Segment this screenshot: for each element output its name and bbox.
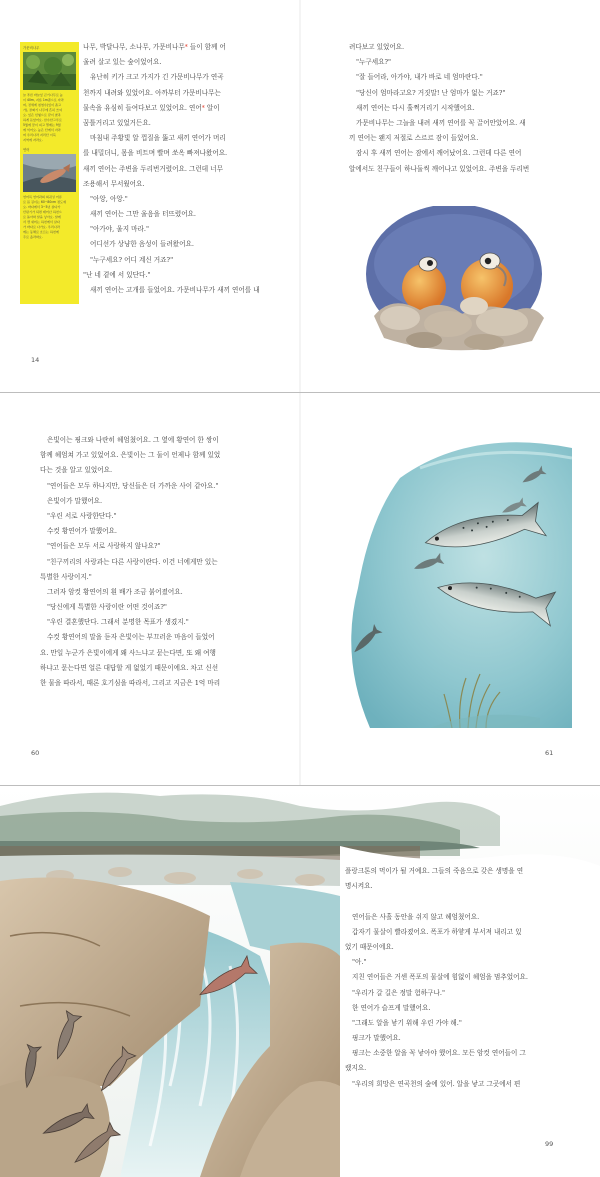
text-line xyxy=(83,70,260,85)
text-line xyxy=(345,970,528,985)
sidebar-text-line: 산란기가 되면 태어난 하천으 xyxy=(23,210,62,214)
spread-pages-60-61 xyxy=(0,393,600,785)
text-line xyxy=(345,1046,528,1061)
line-text: 지친 연어들은 거센 폭포의 물살에 힘없이 헤엄을 멈추었어요. xyxy=(352,973,529,982)
line-text: "당신에게 특별한 사랑이란 어떤 것이죠?" xyxy=(47,603,167,612)
line-text: "우리의 희망은 연곡천의 숲에 있어. 알을 낳고 그곳에서 편 xyxy=(352,1079,521,1088)
line-text: 나무, 박달나무, 소나무, 가문비나무 xyxy=(83,43,185,51)
text-line xyxy=(345,910,528,925)
text-line xyxy=(83,86,260,101)
text-line xyxy=(40,433,220,448)
text-line xyxy=(349,146,529,161)
text-line xyxy=(40,615,220,630)
line-text-continued: 알이 xyxy=(204,103,220,112)
line-text: 를 내밀더니, 몸을 비트며 빨며 쏘옥 빠져나왔어요. xyxy=(83,149,228,158)
spread-pages-98-99 xyxy=(0,786,600,1177)
page-15-body-text xyxy=(349,40,529,177)
text-line xyxy=(345,1001,528,1016)
line-text: "연어들은 모두 하나지만, 당신들은 더 가까운 사이 같아요." xyxy=(47,481,219,490)
salmon-photo xyxy=(23,154,76,192)
line-text: 플랑크톤의 먹이가 될 거예요. 그들의 죽음으로 갖은 생명을 연 xyxy=(345,867,524,875)
text-line xyxy=(345,864,528,879)
text-line xyxy=(83,253,260,268)
line-text: "연어들은 모두 서로 사랑하지 않나요?" xyxy=(47,542,161,551)
text-line xyxy=(40,479,220,494)
text-line xyxy=(345,894,528,909)
line-text: 수컷 황연어의 말을 듣자 은빛이는 부끄러운 마음이 들었어 xyxy=(47,633,215,642)
text-line xyxy=(40,646,220,661)
spruce-photo xyxy=(23,52,76,90)
sidebar-text-line: 요. 바다에서 3~5년 살다가 xyxy=(23,205,61,209)
sidebar-plant-text xyxy=(23,93,76,143)
text-line xyxy=(83,162,260,177)
sidebar-text-line: 로 돌아와 알을 낳아요. 알에 xyxy=(23,215,61,219)
page-14-body-text xyxy=(83,40,260,298)
text-line xyxy=(40,570,220,585)
page-number-61: 61 xyxy=(545,749,554,757)
line-text: 함께 헤엄쳐 가고 있었어요. 은빛이는 그 둘이 언제나 함께 있었 xyxy=(40,451,221,460)
line-text: "우린 결혼했단다. 그래서 분명한 목표가 생겼지." xyxy=(47,618,189,627)
sidebar-text-line: 주로 올라와요. xyxy=(23,235,43,239)
line-text: "아가야, 울지 마라." xyxy=(90,225,150,234)
line-text: 새끼 연어는 그만 울음을 터뜨렸어요. xyxy=(90,210,197,219)
line-text: 조용해서 무서웠어요. xyxy=(83,179,145,188)
text-line xyxy=(349,86,529,101)
text-line xyxy=(83,222,260,237)
line-text: 새끼 연어는 다시 훌쩍거리기 시작했어요. xyxy=(356,103,475,112)
spread-pages-14-15 xyxy=(0,0,600,392)
line-text: "아앙, 아앙." xyxy=(90,194,128,203)
line-text: "당신이 엄마라고요? 거짓말! 난 엄마가 없는 거죠?" xyxy=(356,88,506,97)
text-line xyxy=(40,585,220,600)
text-line xyxy=(40,661,220,676)
sidebar-heading-plant: 가문비나무 xyxy=(23,46,40,50)
line-text: 물속을 유심히 들여다보고 있었어요. 연어 xyxy=(83,103,202,112)
line-text: "친구끼리의 사랑과는 다른 사랑이란다. 이건 너에게만 있는 xyxy=(47,557,218,566)
line-text: "난 네 곁에 서 있단다." xyxy=(83,270,151,279)
line-text: "누구세요?" xyxy=(356,58,392,67)
line-text: 꿈틀거리고 있었거든요. xyxy=(83,118,151,127)
book-gutter xyxy=(299,0,301,392)
line-text: "누구세요? 어디 계신 거죠?" xyxy=(90,255,174,264)
line-text: 랬지요. xyxy=(345,1064,367,1073)
line-text: 가문비나무는 그늘을 내려 새끼 연어를 꼭 끌어안았어요. 새 xyxy=(356,118,526,127)
sidebar-text-line: 로 몸 길이는 60~80cm 정도예 xyxy=(23,200,67,204)
line-text: 었기 때문이에요. xyxy=(345,942,394,951)
text-line xyxy=(83,192,260,207)
line-text: 수컷 황연어가 말했어요. xyxy=(47,527,117,536)
book-gutter xyxy=(299,393,301,785)
line-text: 천까지 내려와 있었어요. 아까부터 가문비나무는 xyxy=(83,88,221,97)
text-line xyxy=(40,463,220,478)
sidebar-text-line: 에는 동해로 흐르는 하천에 xyxy=(23,230,59,234)
footnote-star: * xyxy=(201,104,205,112)
text-line xyxy=(345,1031,528,1046)
text-line xyxy=(83,207,260,222)
page-60-body-text xyxy=(40,433,220,691)
line-text: 연어들은 사흘 동안을 쉬지 않고 헤엄쳤어요. xyxy=(352,912,480,921)
line-text: 은빛이는 핑크와 나란히 헤엄쳤어요. 그 옆에 황연어 한 쌍이 xyxy=(47,436,219,444)
line-text: 명시켜요. xyxy=(345,882,373,891)
line-text: 요. 만일 누군가 은빛이에게 왜 사느냐고 묻는다면, 또 왜 여행 xyxy=(40,648,216,657)
line-text: 한 연어가 슬프게 말했어요. xyxy=(352,1003,431,1012)
sidebar-text-line: 가 바다로 나가요. 우리나라 xyxy=(23,225,60,229)
text-line xyxy=(40,630,220,645)
text-line xyxy=(349,162,529,177)
text-line xyxy=(83,55,260,70)
text-line xyxy=(83,40,260,55)
line-text: 끼 연어는 왠지 저절로 스르르 잠이 들었어요. xyxy=(349,134,479,143)
sidebar-heading-fish: 연어 xyxy=(23,148,30,152)
page-99-body-text xyxy=(345,864,528,1092)
line-text: 갑자기 물살이 빨라졌어요. 폭포가 하얗게 부서져 내리고 있 xyxy=(352,927,522,936)
sidebar-text-line: 서 깬 새끼는 하천에서 살다 xyxy=(23,220,60,224)
text-line xyxy=(345,986,528,1001)
text-line xyxy=(349,131,529,146)
line-text: 려다보고 있었어요. xyxy=(349,43,405,51)
text-line xyxy=(345,955,528,970)
line-text: "아." xyxy=(352,958,367,967)
text-line xyxy=(83,237,260,252)
text-line xyxy=(349,55,529,70)
line-text: 한 물을 따라서, 때론 호기심을 따라서, 그리고 지금은 1억 마리 xyxy=(40,679,221,687)
sidebar-text-line: 연어목 연어과의 회귀성 어류 xyxy=(23,195,62,199)
line-text: 은빛이가 말했어요. xyxy=(47,496,103,505)
text-line xyxy=(349,116,529,131)
text-line xyxy=(83,116,260,131)
text-line xyxy=(40,676,220,691)
line-text: "그래도 알을 낳기 위해 우린 가야 해." xyxy=(352,1018,462,1027)
line-text: 그러자 암컷 황연어의 흰 배가 조금 붉어졌어요. xyxy=(47,587,183,596)
text-line xyxy=(349,70,529,85)
text-line xyxy=(349,40,529,55)
text-line xyxy=(40,600,220,615)
sidebar-text-line: 이 40m, 지름 1m쯤으로 자라 xyxy=(23,98,64,102)
text-line xyxy=(40,509,220,524)
footnote-star: * xyxy=(184,44,188,51)
sidebar-text-line: 요. 잎은 선형으로 끝이 뾰족 xyxy=(23,113,61,117)
line-text: 마침내 주황빛 알 껍질을 뚫고 새끼 연어가 머리 xyxy=(90,134,226,143)
info-sidebar xyxy=(20,42,79,304)
text-line xyxy=(83,146,260,161)
text-line xyxy=(83,283,260,298)
sidebar-text-line: 며, 전세계 침엽수(잎이 좁고 xyxy=(23,103,62,107)
text-line xyxy=(83,177,260,192)
text-line xyxy=(349,101,529,116)
text-line xyxy=(40,524,220,539)
salmon-swimming-illustration xyxy=(340,438,572,728)
line-text: 유난히 키가 크고 가지가 긴 가문비나무가 연곡 xyxy=(90,73,224,82)
line-text: 특별한 사랑이지." xyxy=(40,572,92,581)
line-text: "우리가 갈 길은 정말 험하구나." xyxy=(352,988,445,997)
line-text: 알에서도 친구들이 하나둘씩 깨어나고 있었어요. 주변을 두리번 xyxy=(349,164,530,173)
text-line xyxy=(83,101,260,116)
text-line xyxy=(345,1077,528,1092)
sidebar-text-line: 가), 골짜기 나무에 흔히 쓰여 xyxy=(23,108,62,112)
text-line xyxy=(345,940,528,955)
text-line xyxy=(345,1016,528,1031)
line-text: "잘 들어라, 아가야, 내가 바로 네 엄마란다." xyxy=(356,73,483,82)
text-line xyxy=(345,879,528,894)
text-line xyxy=(83,268,260,283)
text-line xyxy=(345,925,528,940)
line-text: 어디선가 상냥한 음성이 들려왔어요. xyxy=(90,240,194,249)
text-line xyxy=(40,555,220,570)
line-text: 잠시 후 새끼 연어는 잠에서 깨어났어요. 그런데 다른 연어 xyxy=(356,149,522,158)
line-text-continued: 들이 함께 어 xyxy=(187,43,226,51)
text-line xyxy=(345,1061,528,1076)
line-text: 새끼 연어는 주변을 두리번거렸어요. 그런데 너무 xyxy=(83,164,223,173)
line-text: 핑크는 소중한 알을 꼭 낳아야 했어요. 모든 암컷 연어들이 그 xyxy=(352,1049,526,1058)
sidebar-text-line: 지역에 자라요. xyxy=(23,138,43,142)
line-text: 새끼 연어는 고개를 들었어요. 가문비나무가 새끼 연어를 내 xyxy=(90,286,260,294)
line-text: 울려 살고 있는 숲이었어요. xyxy=(83,58,162,67)
page-number-99: 99 xyxy=(545,1140,554,1148)
text-line xyxy=(83,131,260,146)
line-text: "우린 서로 사랑한단다." xyxy=(47,511,117,520)
sidebar-text-line: 에 익어요. 높은 산에서 자라 xyxy=(23,128,61,132)
text-line xyxy=(40,494,220,509)
sidebar-text-line: 늘 푸른 바늘잎 큰키나무로 높 xyxy=(23,93,63,97)
line-text: 다는 것을 알고 있었어요. xyxy=(40,466,113,475)
sidebar-text-line: 하게 돋았어요. 암수한그루로 xyxy=(23,118,62,122)
page-number-14: 14 xyxy=(31,356,40,364)
line-text: 핑크가 말했어요. xyxy=(352,1034,401,1043)
sidebar-text-line: 며 우리나라 지리산 이북 xyxy=(23,133,56,137)
sidebar-text-line: 5월에 꽃이 피고 열매는 9월 xyxy=(23,123,61,127)
sidebar-fish-text xyxy=(23,195,76,240)
text-line xyxy=(40,539,220,554)
hatchlings-illustration xyxy=(362,206,552,356)
line-text: 하냐고 묻는다면 얼른 대답할 게 없었기 때문이에요. 차고 신선 xyxy=(40,663,219,672)
page-number-60: 60 xyxy=(31,749,40,757)
text-line xyxy=(40,448,220,463)
